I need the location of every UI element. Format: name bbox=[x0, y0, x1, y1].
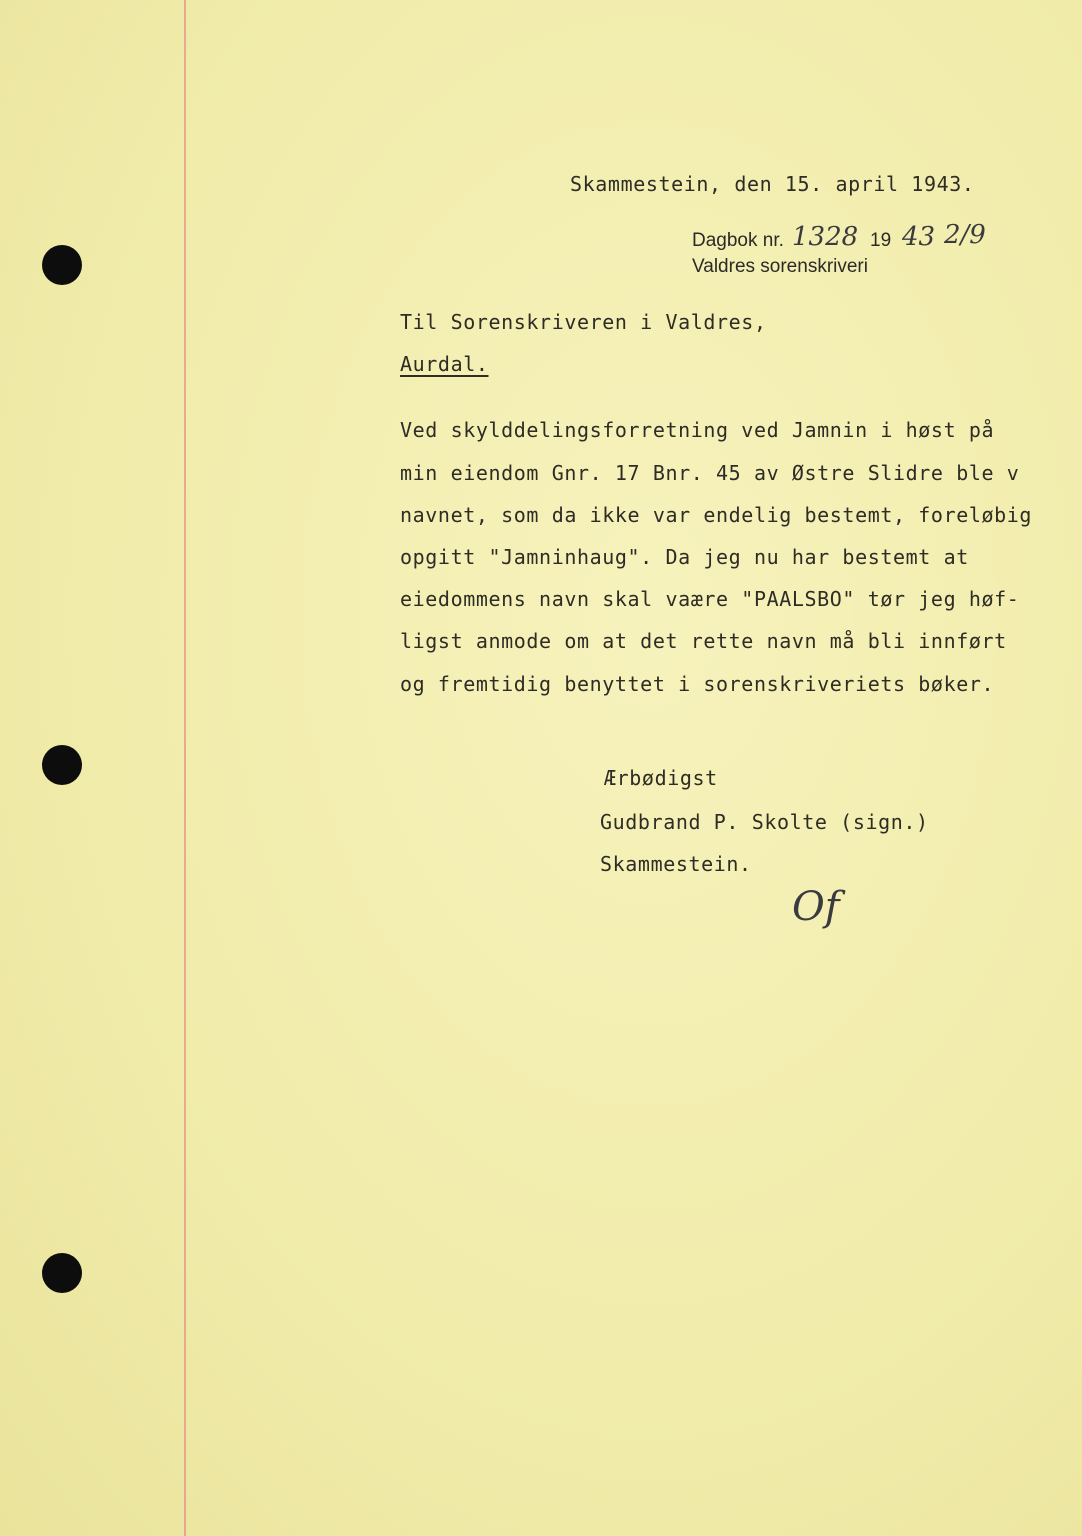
body-line: eiedommens navn skal vaære "PAALSBO" tør jeg høf- bbox=[400, 587, 1020, 611]
recipient-line: Til Sorenskriveren i Valdres, bbox=[400, 310, 767, 334]
body-line: opgitt "Jamninhaug". Da jeg nu har bestemt at bbox=[400, 545, 969, 569]
stamp-year-prefix: 19 bbox=[870, 230, 892, 251]
body-line: og fremtidig benyttet i sorenskriveriets bøker. bbox=[400, 672, 995, 696]
stamp-label: Dagbok nr. bbox=[692, 230, 784, 251]
closing-salutation: Ærbødigst bbox=[604, 766, 718, 790]
punch-hole bbox=[42, 1253, 82, 1293]
signature-place: Skammestein. bbox=[600, 852, 752, 876]
body-line: min eiendom Gnr. 17 Bnr. 45 av Østre Slidre ble v bbox=[400, 461, 1020, 485]
handwritten-initials: Of bbox=[792, 884, 840, 930]
punch-hole bbox=[42, 245, 82, 285]
stamp-office: Valdres sorenskriveri bbox=[692, 256, 868, 277]
place-date: Skammestein, den 15. april 1943. bbox=[570, 172, 975, 196]
signature: Gudbrand P. Skolte (sign.) bbox=[600, 810, 929, 834]
body-line: ligst anmode om at det rette navn må bli innført bbox=[400, 629, 1007, 653]
body-line: navnet, som da ikke var endelig bestemt, foreløbig bbox=[400, 503, 1033, 527]
body-line: Ved skylddelingsforretning ved Jamnin i høst på bbox=[400, 418, 995, 442]
margin-line bbox=[184, 0, 186, 1536]
journal-number: 1328 bbox=[792, 222, 859, 252]
journal-extra: 2/9 bbox=[944, 220, 986, 250]
journal-year: 43 bbox=[902, 222, 936, 252]
punch-hole bbox=[42, 745, 82, 785]
recipient-city: Aurdal. bbox=[400, 352, 489, 376]
